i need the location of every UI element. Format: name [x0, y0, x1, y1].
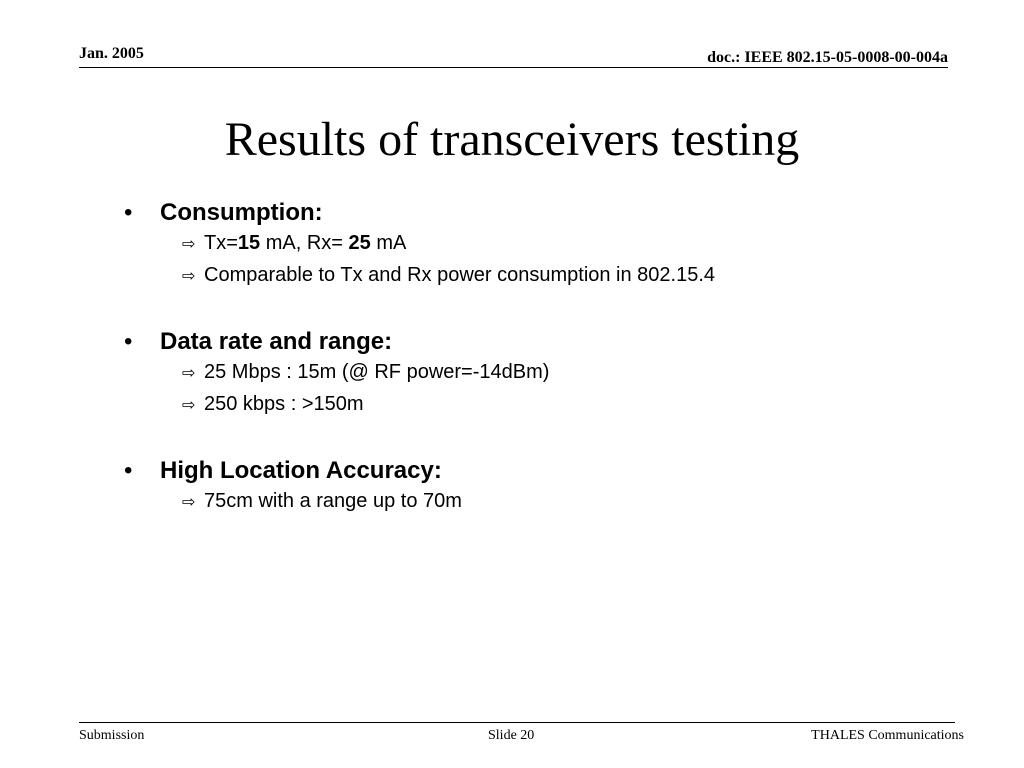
sub-item-75cm [182, 486, 984, 518]
tx-value: 15 [237, 232, 261, 254]
bullet-dot: • [124, 457, 133, 484]
header-divider [79, 67, 948, 68]
slide-content [124, 198, 984, 553]
sub-item-comparable [182, 260, 984, 292]
bullet-heading: Consumption: [160, 199, 323, 226]
bullet-heading: Data rate and range: [160, 328, 393, 355]
sub-item-text: 75cm with a range up to 70m [204, 490, 462, 512]
bullet-heading: High Location Accuracy: [160, 457, 442, 484]
section-data-rate [124, 327, 984, 421]
arrow-right-icon: ⇨ [182, 397, 196, 414]
header-date: Jan. 2005 [79, 45, 144, 62]
arrow-right-icon: ⇨ [182, 494, 196, 511]
section-consumption [124, 198, 984, 292]
bullet-dot: • [124, 328, 133, 355]
arrow-right-icon: ⇨ [182, 268, 196, 285]
footer-divider [79, 722, 955, 723]
rx-value: 25 [348, 232, 371, 254]
arrow-right-icon: ⇨ [182, 365, 196, 382]
footer-slide-number: Slide 20 [488, 728, 535, 743]
sub-item-tx-rx [182, 228, 984, 260]
footer-submission: Submission [79, 728, 145, 743]
sub-item-text: Comparable to Tx and Rx power consumption in 802.15.4 [204, 264, 716, 286]
footer-organization: THALES Communications [811, 728, 964, 743]
sub-item-25mbps [182, 357, 984, 389]
sub-item-text [204, 228, 406, 259]
sub-item-250kbps [182, 389, 984, 421]
unit-label: mA [370, 232, 407, 254]
bullet-data-rate [124, 327, 984, 357]
section-location-accuracy [124, 456, 984, 518]
sub-item-text: 25 Mbps : 15m (@ RF power=-14dBm) [204, 361, 550, 383]
arrow-right-icon: ⇨ [182, 236, 196, 253]
sub-item-text: 250 kbps : >150m [204, 393, 364, 415]
rx-label: mA, Rx= [260, 232, 349, 254]
bullet-dot: • [124, 199, 133, 226]
bullet-location-accuracy [124, 456, 984, 486]
slide-title: Results of transceivers testing [224, 113, 800, 166]
header-document-id: doc.: IEEE 802.15-05-0008-00-004a [707, 49, 948, 66]
tx-label: Tx= [204, 232, 238, 254]
bullet-consumption [124, 198, 984, 228]
